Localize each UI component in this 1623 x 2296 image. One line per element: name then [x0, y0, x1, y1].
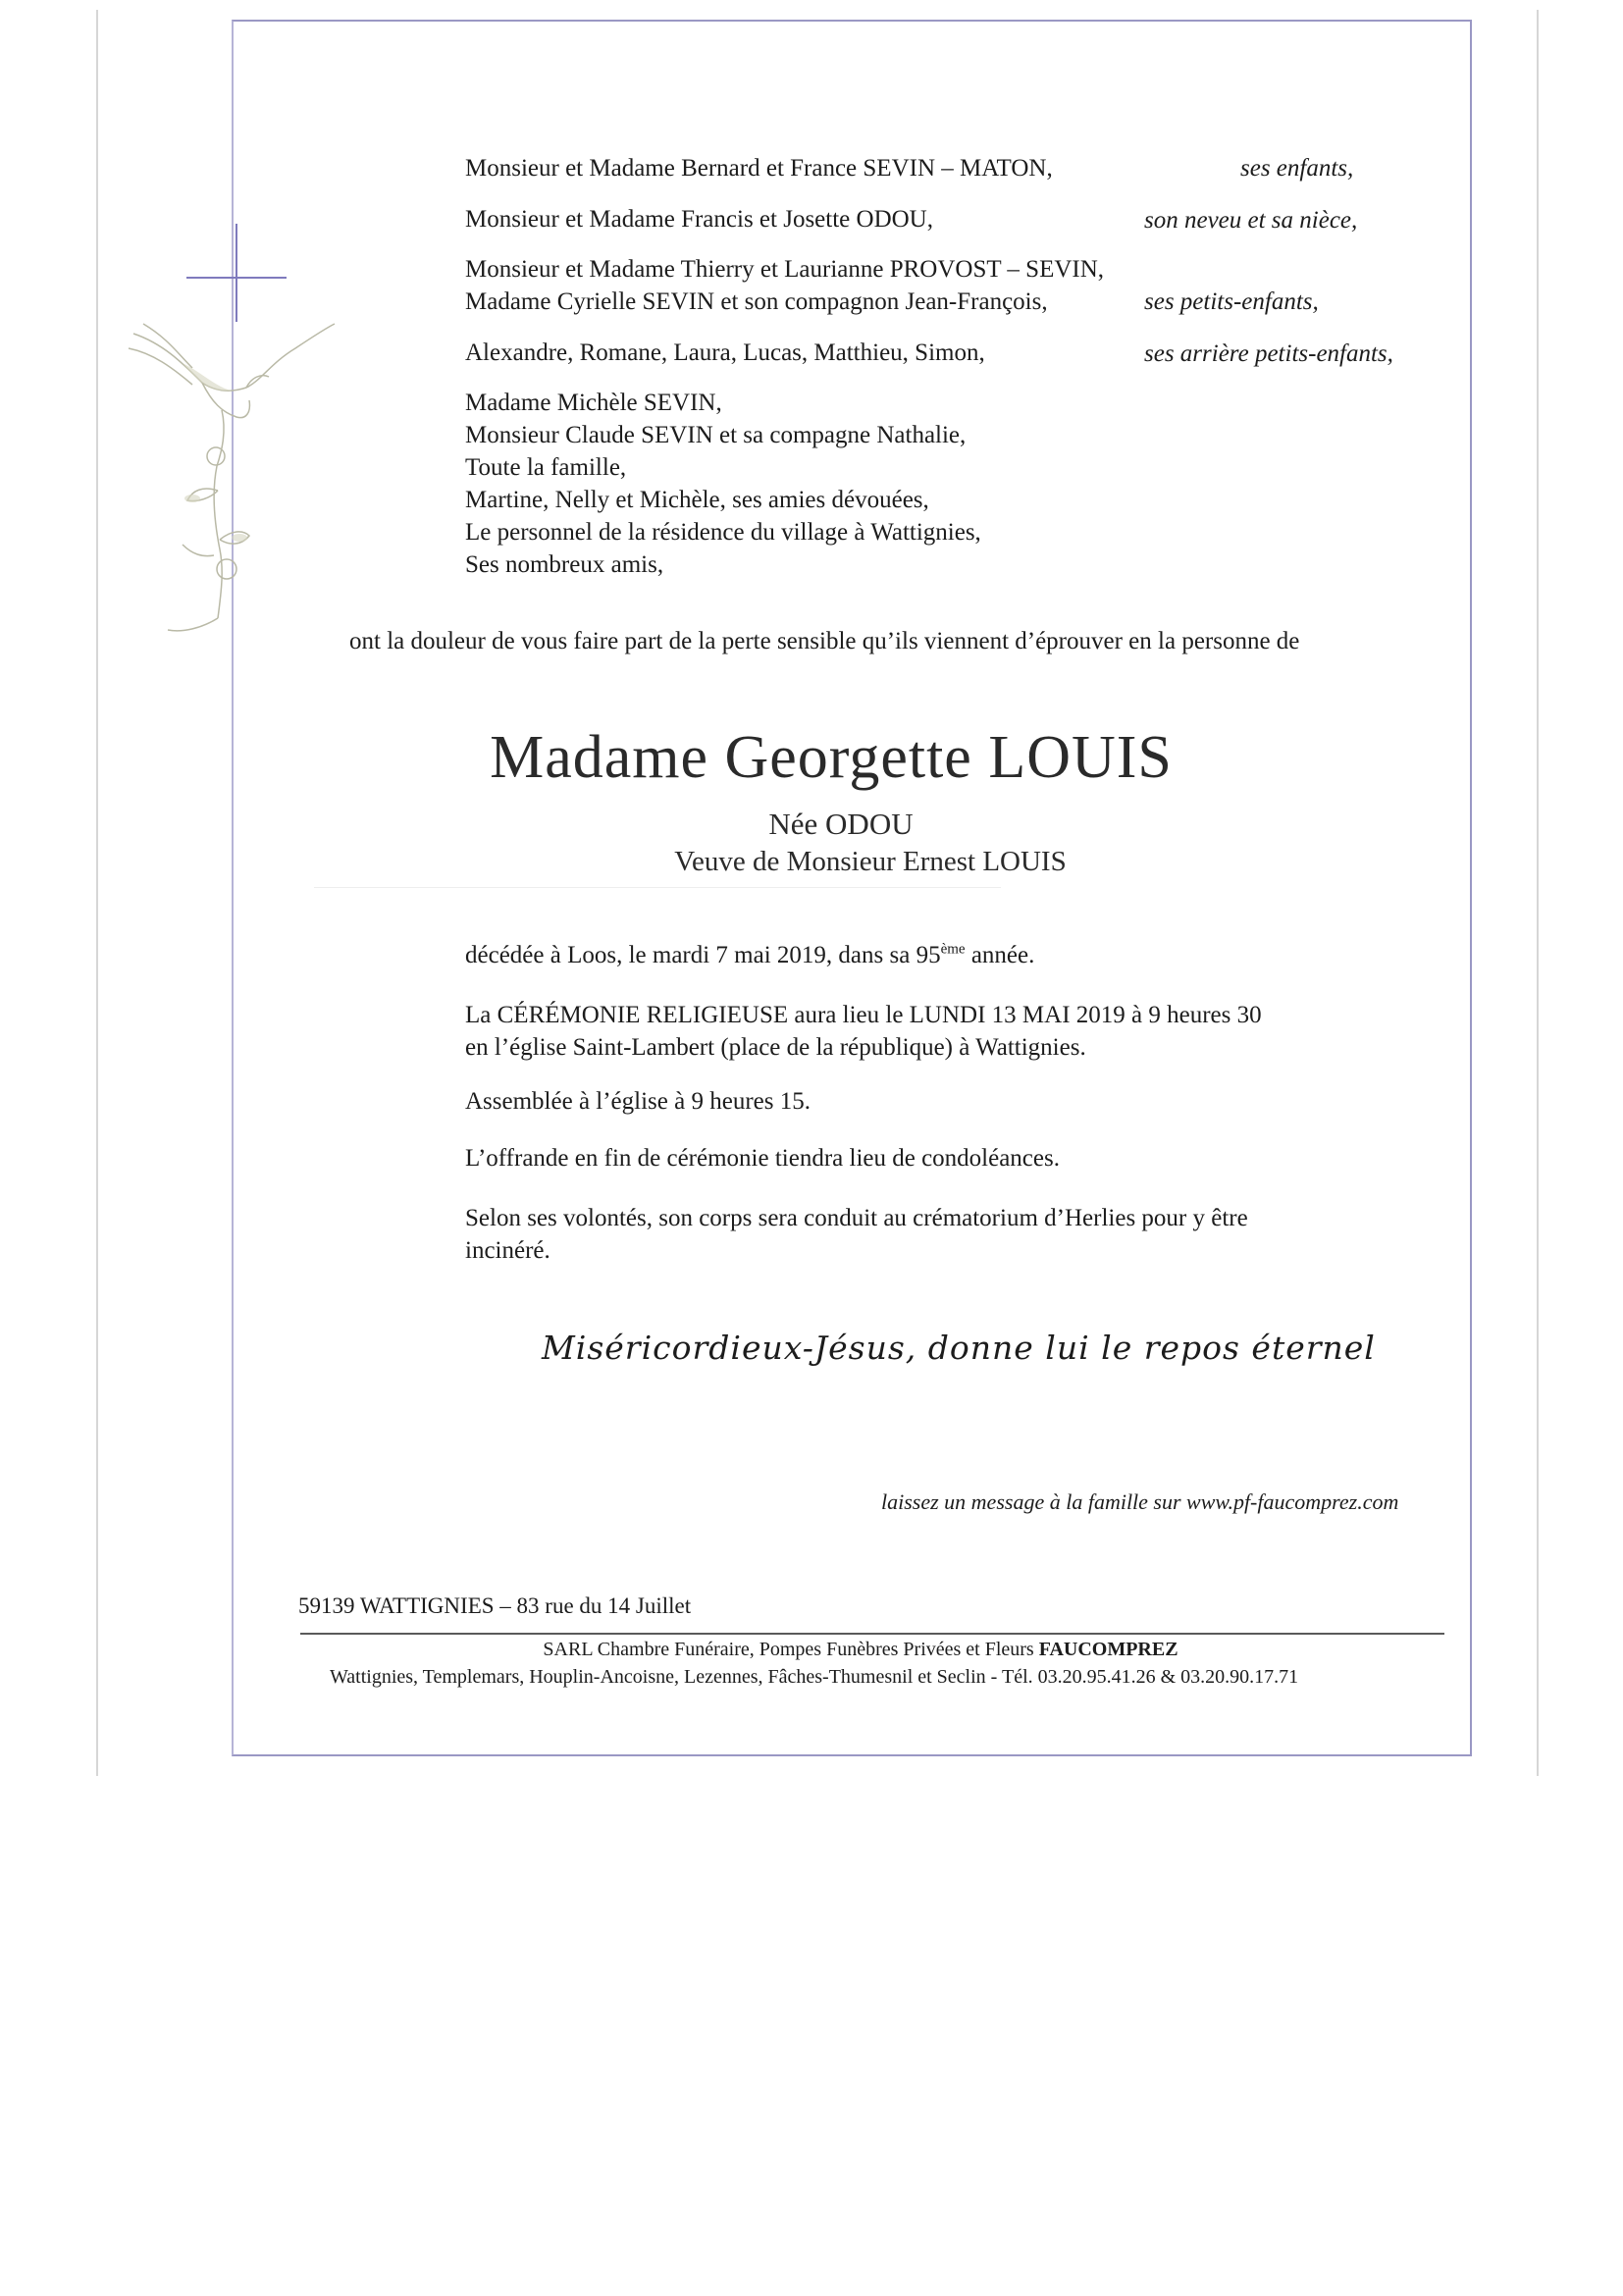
family-names-2: Monsieur et Madame Francis et Josette ODOU,	[465, 206, 933, 233]
death-text: décédée à Loos, le mardi 7 mai 2019, dans sa 95	[465, 942, 941, 968]
deceased-maiden-name: Née ODOU	[768, 807, 914, 841]
divider	[314, 887, 1001, 888]
announcement-intro: ont la douleur de vous faire part de la perte sensible qu’ils viennent d’éprouver en la personne de	[349, 628, 1300, 654]
family-role-1: ses enfants,	[1240, 155, 1354, 182]
company-towns-phone: Wattignies, Templemars, Houplin-Ancoisne, Lezennes, Fâches-Thumesnil et Seclin - Tél. 03.20.95.41.26 & 03.20.90.17.71	[330, 1666, 1299, 1688]
death-details	[465, 939, 1034, 971]
list-item: Ses nombreux amis,	[465, 551, 664, 578]
list-item: Le personnel de la résidence du village à Wattignies,	[465, 519, 981, 546]
company-prefix: SARL Chambre Funéraire, Pompes Funèbres Privées et Fleurs	[543, 1639, 1039, 1660]
scan-edge-right	[1537, 10, 1539, 1776]
family-names-1: Monsieur et Madame Bernard et France SEVIN – MATON,	[465, 155, 1053, 182]
deceased-name: Madame Georgette LOUIS	[490, 724, 1173, 791]
footer-rule	[300, 1633, 1444, 1635]
family-names-3a: Monsieur et Madame Thierry et Laurianne PROVOST – SEVIN,	[465, 256, 1105, 283]
offering-text: L’offrande en fin de cérémonie tiendra lieu de condoléances.	[465, 1145, 1060, 1172]
family-role-3: ses petits-enfants,	[1144, 288, 1319, 315]
ceremony-line-1: La CÉRÉMONIE RELIGIEUSE aura lieu le LUNDI 13 MAI 2019 à 9 heures 30	[465, 1002, 1262, 1028]
cross-icon-bar	[186, 277, 287, 279]
cremation-line-1: Selon ses volontés, son corps sera conduit au crématorium d’Herlies pour y être	[465, 1205, 1248, 1231]
list-item: Madame Michèle SEVIN,	[465, 390, 722, 416]
list-item: Martine, Nelly et Michèle, ses amies dévouées,	[465, 487, 929, 513]
company-name: FAUCOMPREZ	[1038, 1639, 1178, 1660]
list-item: Toute la famille,	[465, 454, 627, 481]
funeral-home-address: 59139 WATTIGNIES – 83 rue du 14 Juillet	[298, 1593, 692, 1618]
scan-edge-left	[96, 10, 98, 1776]
assembly-text: Assemblée à l’église à 9 heures 15.	[465, 1088, 811, 1115]
deceased-widow-of: Veuve de Monsieur Ernest LOUIS	[674, 846, 1067, 877]
cremation-line-2: incinéré.	[465, 1237, 550, 1264]
ceremony-line-2: en l’église Saint-Lambert (place de la république) à Wattignies.	[465, 1034, 1086, 1061]
list-item: Monsieur Claude SEVIN et sa compagne Nathalie,	[465, 422, 967, 448]
death-text-end: année.	[965, 942, 1035, 968]
prayer-text: Miséricordieux-Jésus, donne lui le repos éternel	[542, 1329, 1376, 1367]
family-names-4: Alexandre, Romane, Laura, Lucas, Matthieu, Simon,	[465, 339, 985, 366]
family-role-2: son neveu et sa nièce,	[1144, 207, 1358, 234]
dove-icon	[124, 294, 340, 648]
company-line	[0, 1639, 1623, 1661]
website-message: laissez un message à la famille sur www.pf-faucomprez.com	[881, 1489, 1399, 1514]
other-mourners-list	[465, 387, 981, 581]
family-role-4: ses arrière petits-enfants,	[1144, 340, 1393, 367]
family-names-3b: Madame Cyrielle SEVIN et son compagnon Jean-François,	[465, 288, 1048, 315]
death-ordinal: ème	[940, 941, 966, 958]
